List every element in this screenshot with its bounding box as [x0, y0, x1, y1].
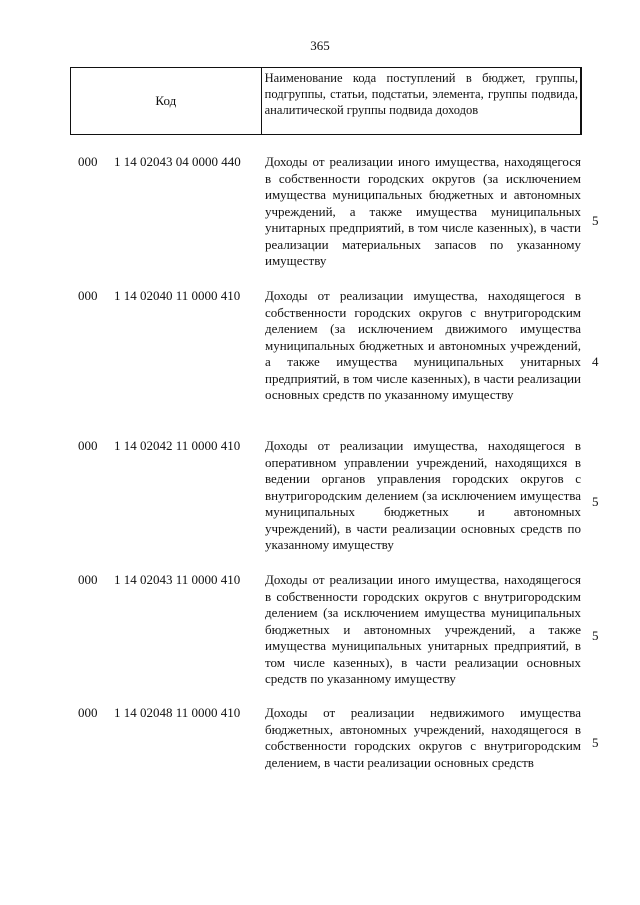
budget-code: 1 14 02048 11 0000 410	[114, 705, 241, 720]
header-code-column: Код	[71, 68, 262, 134]
row-description: Доходы от реализации имущества, находящегося в собственности городских округов с внутригородским делением (за исключением движимого имущества муниципальных бюджетных и автономных учреждений, а также имущества муниципальных унитарных предприятий, в том числе казенных), в части реализации основных средств по указанному имуществу	[265, 288, 581, 402]
row-description: Доходы от реализации недвижимого имущества бюджетных, автономных учреждений, находящегося в собственности городских округов с внутригородским делением, в части реализации основных средств	[265, 705, 581, 770]
budget-code: 1 14 02040 11 0000 410	[114, 288, 241, 303]
row-description: Доходы от реализации иного имущества, находящегося в собственности городских округов с внутригородским делением (за исключением имущества муниципальных бюджетных и автономных учреждений, а также имущества муниципальных унитарных предприятий, в том числе казенных), в части реализации основных средств по указанному имуществу	[265, 572, 581, 686]
code-level: 5	[592, 494, 599, 509]
code-level: 5	[592, 735, 599, 750]
admin-code: 000	[78, 572, 98, 587]
budget-code: 1 14 02043 04 0000 440	[114, 154, 241, 169]
admin-code: 000	[78, 705, 98, 720]
budget-code: 1 14 02043 11 0000 410	[114, 572, 241, 587]
page-number: 365	[310, 38, 330, 53]
code-level: 5	[592, 213, 599, 228]
budget-code: 1 14 02042 11 0000 410	[114, 438, 241, 453]
admin-code: 000	[78, 438, 98, 453]
row-description: Доходы от реализации имущества, находящегося в оперативном управлении учреждений, находящихся в ведении органов управления городских округов с внутригородским делением (за исключением имущества муниципальных бюджетных и автономных учреждений), в части реализации основных средств по указанному имуществу	[265, 438, 581, 552]
code-level: 5	[592, 628, 599, 643]
admin-code: 000	[78, 288, 98, 303]
table-header	[70, 67, 582, 135]
row-description: Доходы от реализации иного имущества, находящегося в собственности городских округов (за исключением имущества муниципальных бюджетных и автономных учреждений, а также имущества муниципальных унитарных предприятий, в том числе казенных), в части реализации материальных запасов по указанному имуществу	[265, 154, 581, 268]
header-name-column: Наименование кода поступлений в бюджет, группы, подгруппы, статьи, подстатьи, элемента, группы подвида, аналитической группы подвида доходов	[262, 68, 581, 134]
admin-code: 000	[78, 154, 98, 169]
code-level: 4	[592, 354, 599, 369]
